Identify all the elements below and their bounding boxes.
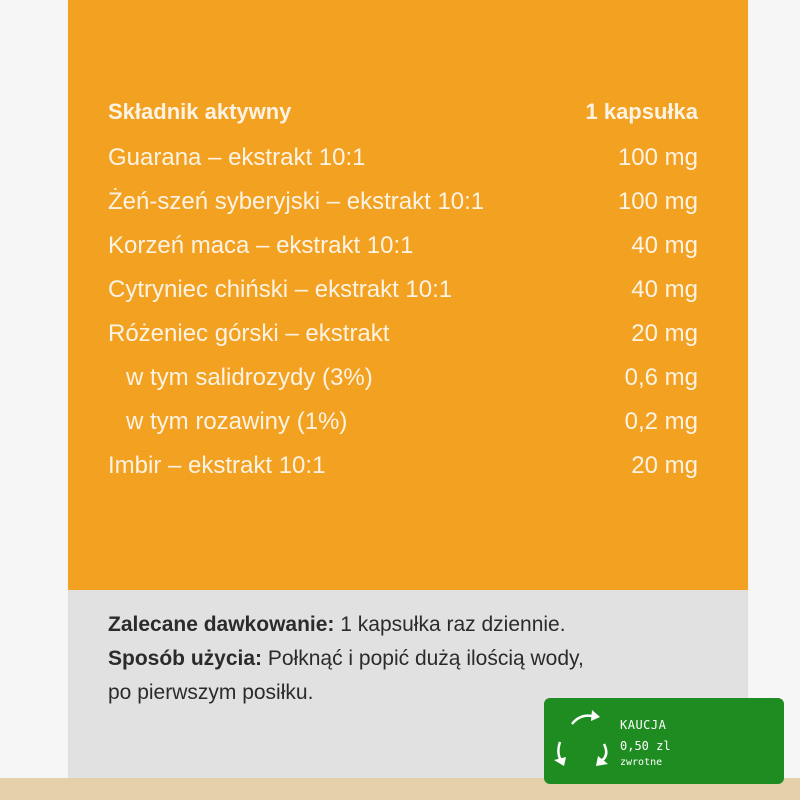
table-row xyxy=(108,180,698,224)
ingredient-name: Różeniec górski – ekstrakt xyxy=(108,320,390,347)
ingredient-amount: 0,6 mg xyxy=(624,364,698,391)
table-row xyxy=(108,312,698,356)
table-row xyxy=(108,356,698,400)
dosage-text xyxy=(108,608,708,710)
ingredient-amount: 0,2 mg xyxy=(624,408,698,435)
table-header xyxy=(108,90,698,136)
ingredient-amount: 100 mg xyxy=(617,188,698,215)
ingredient-amount: 20 mg xyxy=(631,452,698,479)
recommended-dosage-line xyxy=(108,608,708,642)
supplement-facts-card xyxy=(68,0,748,778)
table-row xyxy=(108,136,698,180)
usage-line xyxy=(108,642,708,676)
ingredient-amount: 40 mg xyxy=(631,232,698,259)
ingredient-name: Cytryniec chiński – ekstrakt 10:1 xyxy=(108,276,453,303)
deposit-title: KAUCJA xyxy=(620,718,667,732)
recommended-dosage-value: 1 kapsułka raz dziennie. xyxy=(334,613,566,636)
deposit-refund-label: zwrotne xyxy=(620,757,663,768)
ingredient-name: Guarana – ekstrakt 10:1 xyxy=(108,144,366,171)
table-row xyxy=(108,268,698,312)
ingredient-name: w tym salidrozydy (3%) xyxy=(126,364,373,391)
deposit-badge xyxy=(544,698,784,784)
usage-line-2: po pierwszym posiłku. xyxy=(108,681,314,704)
ingredient-amount: 20 mg xyxy=(631,320,698,347)
table-row xyxy=(108,400,698,444)
header-ingredient: Składnik aktywny xyxy=(108,99,292,124)
table-row xyxy=(108,224,698,268)
recommended-dosage-label: Zalecane dawkowanie: xyxy=(108,613,335,636)
ingredient-name: Korzeń maca – ekstrakt 10:1 xyxy=(108,232,414,259)
usage-value: Połknąć i popić dużą ilością wody, xyxy=(262,647,584,670)
usage-label: Sposób użycia: xyxy=(108,647,263,670)
ingredient-name: Żeń-szeń syberyjski – ekstrakt 10:1 xyxy=(108,188,485,215)
recycle-arrows-icon xyxy=(550,702,614,778)
ingredient-amount: 40 mg xyxy=(631,276,698,303)
deposit-price: 0,50 zl xyxy=(620,739,671,753)
ingredients-table xyxy=(108,90,698,488)
ingredient-amount: 100 mg xyxy=(617,144,698,171)
table-row xyxy=(108,444,698,488)
ingredient-name: Imbir – ekstrakt 10:1 xyxy=(108,452,326,479)
ingredient-name: w tym rozawiny (1%) xyxy=(126,408,348,435)
ingredients-panel xyxy=(68,0,748,590)
header-amount: 1 kapsułka xyxy=(585,99,698,124)
